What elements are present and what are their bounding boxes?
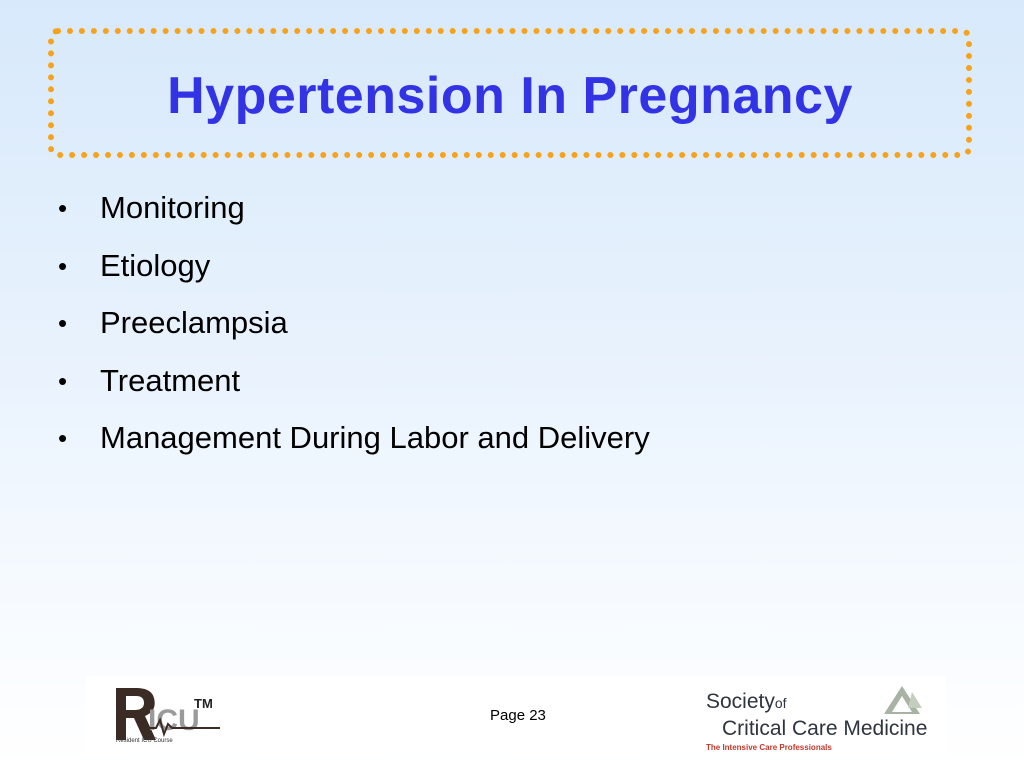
bullet-dot: • [58, 423, 68, 453]
bullet-text: Etiology [100, 247, 211, 283]
bullet-item [58, 186, 650, 244]
bullet-item [58, 359, 650, 417]
sccm-logo [700, 680, 940, 756]
bullet-dot: • [58, 250, 68, 281]
trademark-label: TM [194, 696, 213, 711]
bullet-list [58, 186, 650, 474]
bullet-dot: • [58, 308, 68, 338]
svg-text:ICU: ICU [148, 704, 200, 737]
sccm-line2: Critical Care Medicine [722, 717, 928, 740]
bullet-text: Monitoring [100, 190, 245, 225]
bullet-item [58, 416, 650, 474]
title-frame [48, 28, 972, 158]
sccm-line1: Societyof [706, 690, 787, 713]
slide-title: Hypertension In Pregnancy [167, 67, 853, 125]
ricu-subtitle: Resident ICU Course [116, 738, 173, 744]
bullet-item [58, 244, 650, 302]
page-number: Page 23 [490, 707, 546, 724]
triangle-icon [882, 684, 922, 716]
bullet-text: Treatment [100, 362, 241, 398]
bullet-item [58, 301, 650, 359]
sccm-tagline: The Intensive Care Professionals [706, 743, 832, 752]
bullet-text: Management During Labor and Delivery [100, 420, 650, 455]
bullet-text: Preeclampsia [100, 305, 288, 340]
ricu-logo [112, 684, 227, 746]
bullet-dot: • [58, 193, 68, 223]
bullet-dot: • [58, 365, 68, 396]
